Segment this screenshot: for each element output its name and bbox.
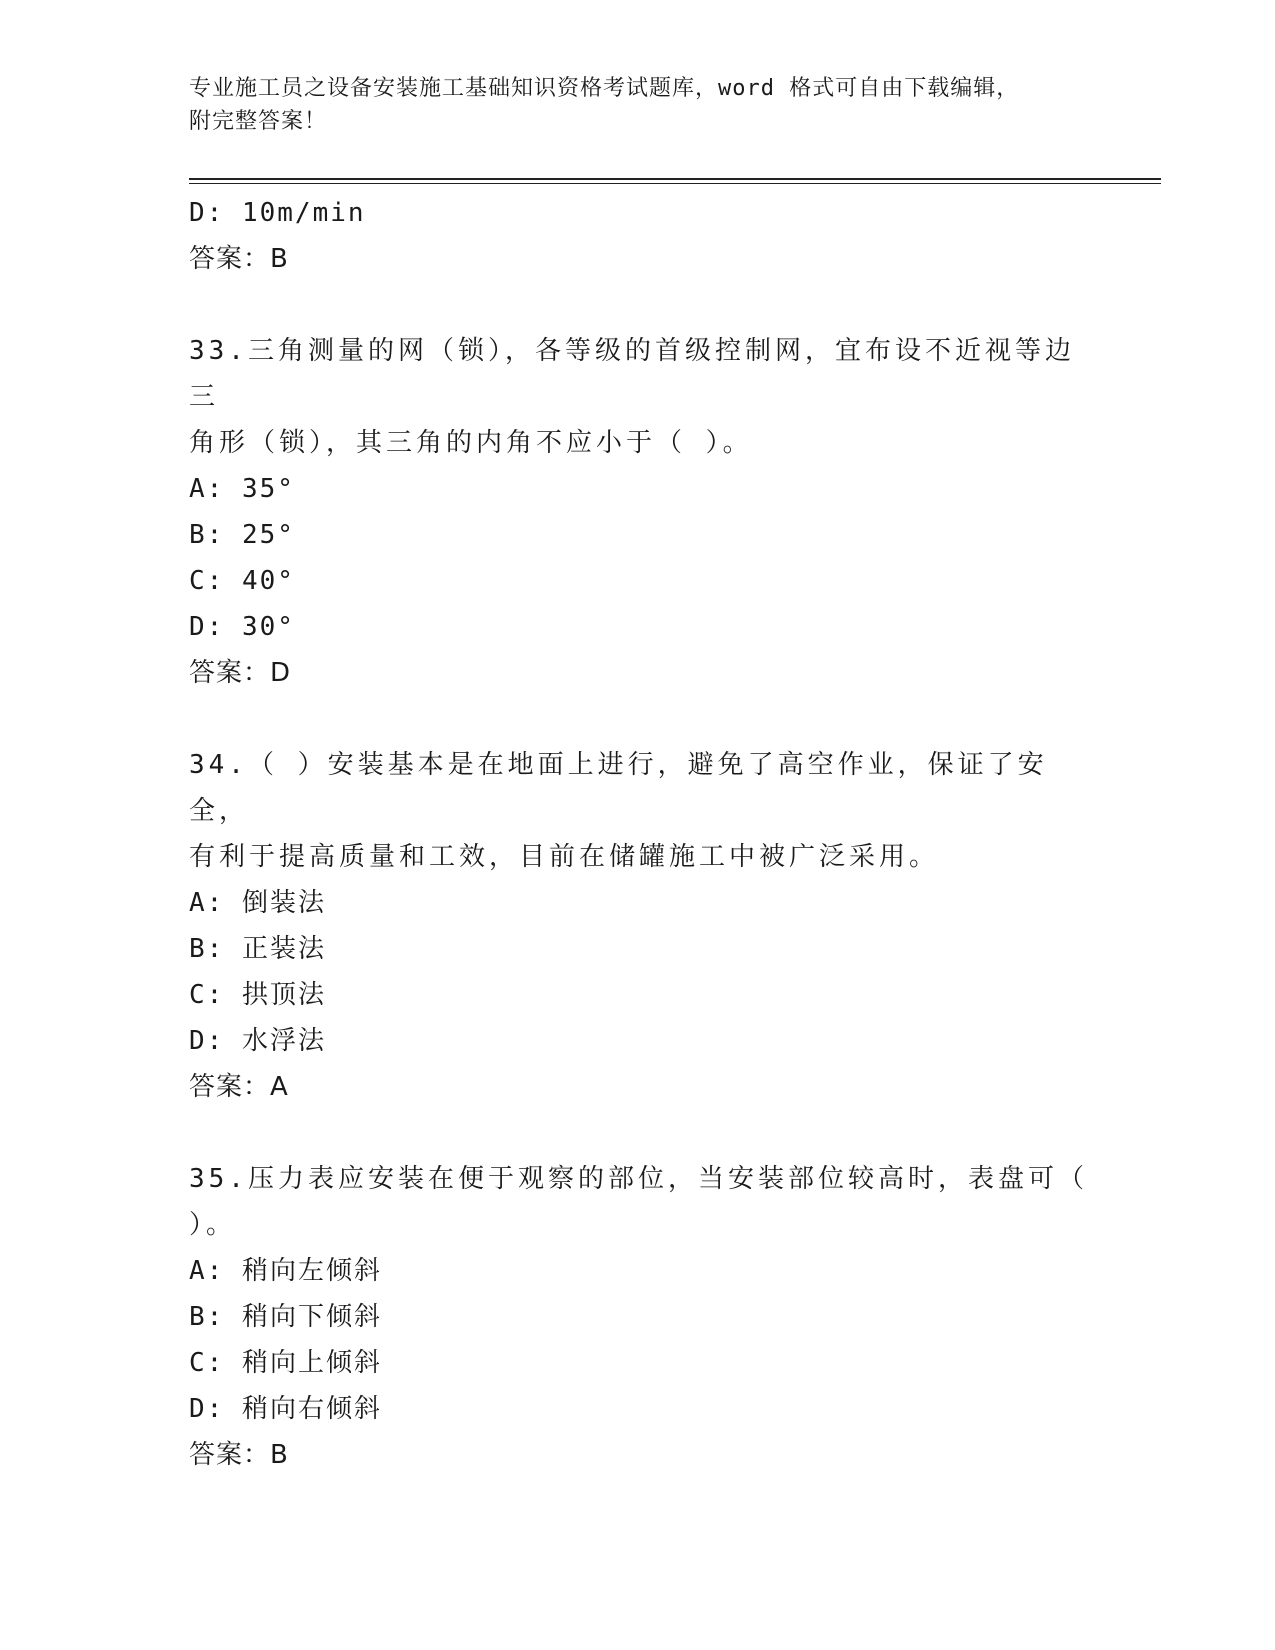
answer-line: 答案：A xyxy=(189,1072,289,1102)
option-c: C: 拱顶法 xyxy=(189,980,326,1010)
header-divider-thick xyxy=(189,178,1161,180)
question-stem-line-1: 33.三角测量的网（锁），各等级的首级控制网，宜布设不近视等边三 xyxy=(189,336,1075,412)
question-34 xyxy=(189,742,1089,1110)
prev-question-tail xyxy=(189,190,1089,282)
question-stem-line-1: 35.压力表应安装在便于观察的部位，当安装部位较高时，表盘可（ xyxy=(189,1164,1088,1194)
option-a: A: 稍向左倾斜 xyxy=(189,1256,382,1286)
option-b: B: 稍向下倾斜 xyxy=(189,1302,382,1332)
option-b: B: 25° xyxy=(189,520,295,550)
document-header xyxy=(189,72,1109,138)
option-d: D: 稍向右倾斜 xyxy=(189,1394,382,1424)
option-c: C: 40° xyxy=(189,566,295,596)
question-content xyxy=(189,190,1089,1478)
header-line-1: 专业施工员之设备安装施工基础知识资格考试题库，word 格式可自由下载编辑， xyxy=(189,76,1020,101)
answer-line: 答案：D xyxy=(189,658,292,688)
option-d: D: 水浮法 xyxy=(189,1026,326,1056)
option-d: D: 30° xyxy=(189,612,295,642)
question-stem-line-2: 角形（锁），其三角的内角不应小于（ ）。 xyxy=(189,428,753,458)
option-a: A: 35° xyxy=(189,474,295,504)
question-35 xyxy=(189,1156,1089,1478)
question-stem-line-2: 有利于提高质量和工效，目前在储罐施工中被广泛采用。 xyxy=(189,842,940,872)
header-divider-thin xyxy=(189,183,1161,184)
question-stem-line-2: ）。 xyxy=(189,1210,237,1240)
header-line-2: 附完整答案！ xyxy=(189,109,328,134)
answer-line: 答案：B xyxy=(189,1440,289,1470)
option-c: C: 稍向上倾斜 xyxy=(189,1348,382,1378)
answer-line: 答案：B xyxy=(189,244,289,274)
option-d: D: 10m/min xyxy=(189,198,366,228)
question-stem-line-1: 34.（ ）安装基本是在地面上进行，避免了高空作业，保证了安全， xyxy=(189,750,1048,826)
option-b: B: 正装法 xyxy=(189,934,326,964)
question-33 xyxy=(189,328,1089,696)
option-a: A: 倒装法 xyxy=(189,888,326,918)
